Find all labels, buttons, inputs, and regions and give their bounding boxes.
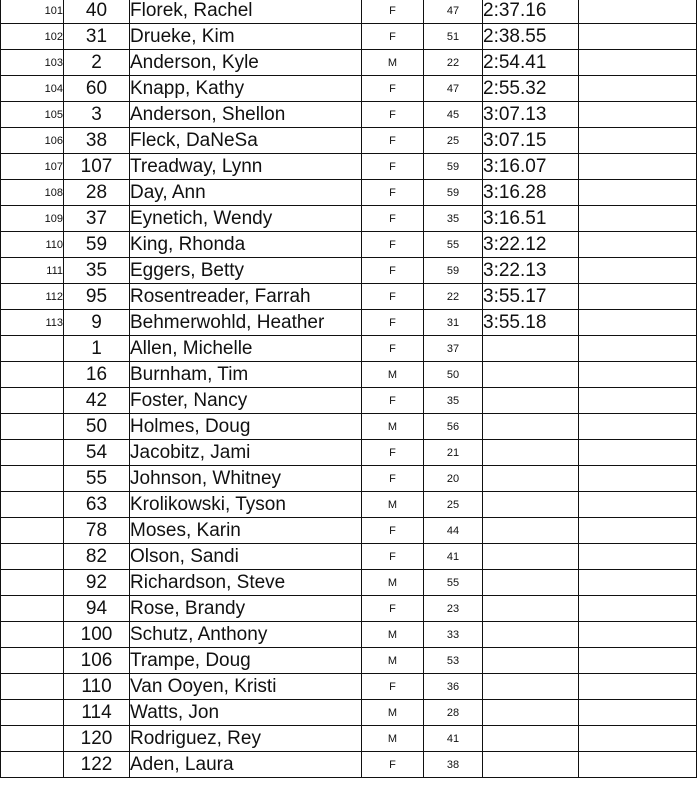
sex-cell: F (362, 310, 424, 336)
table-row (1, 232, 697, 258)
table-row (1, 518, 697, 544)
age-cell: 36 (424, 674, 483, 700)
sex-cell: F (362, 596, 424, 622)
sex-cell: F (362, 102, 424, 128)
time-cell: 2:38.55 (483, 24, 579, 50)
sex-cell: F (362, 180, 424, 206)
bib-cell: 122 (64, 752, 130, 778)
empty-cell (579, 76, 697, 102)
age-cell: 25 (424, 492, 483, 518)
empty-cell (579, 466, 697, 492)
empty-cell (579, 258, 697, 284)
table-row (1, 258, 697, 284)
table-row (1, 440, 697, 466)
age-cell: 25 (424, 128, 483, 154)
sex-cell: M (362, 648, 424, 674)
empty-cell (579, 180, 697, 206)
empty-cell (579, 232, 697, 258)
runner-name-cell: Foster, Nancy (130, 388, 362, 414)
table-row (1, 310, 697, 336)
age-cell: 47 (424, 0, 483, 24)
empty-cell (579, 752, 697, 778)
place-cell (1, 414, 64, 440)
empty-cell (579, 0, 697, 24)
age-cell: 38 (424, 752, 483, 778)
empty-cell (579, 492, 697, 518)
sex-cell: F (362, 0, 424, 24)
time-cell: 3:22.12 (483, 232, 579, 258)
runner-name-cell: Rosentreader, Farrah (130, 284, 362, 310)
bib-cell: 1 (64, 336, 130, 362)
table-row (1, 362, 697, 388)
time-cell: 2:55.32 (483, 76, 579, 102)
empty-cell (579, 24, 697, 50)
age-cell: 35 (424, 206, 483, 232)
table-row (1, 596, 697, 622)
bib-cell: 78 (64, 518, 130, 544)
sex-cell: F (362, 206, 424, 232)
bib-cell: 110 (64, 674, 130, 700)
sex-cell: F (362, 674, 424, 700)
age-cell: 55 (424, 570, 483, 596)
empty-cell (579, 102, 697, 128)
sex-cell: M (362, 726, 424, 752)
empty-cell (579, 336, 697, 362)
sex-cell: F (362, 258, 424, 284)
runner-name-cell: Anderson, Kyle (130, 50, 362, 76)
table-row (1, 726, 697, 752)
age-cell: 41 (424, 726, 483, 752)
table-row (1, 0, 697, 24)
runner-name-cell: Rose, Brandy (130, 596, 362, 622)
table-row (1, 180, 697, 206)
time-cell (483, 466, 579, 492)
age-cell: 23 (424, 596, 483, 622)
empty-cell (579, 544, 697, 570)
time-cell: 3:55.17 (483, 284, 579, 310)
bib-cell: 28 (64, 180, 130, 206)
place-cell (1, 544, 64, 570)
age-cell: 55 (424, 232, 483, 258)
sex-cell: M (362, 362, 424, 388)
sex-cell: M (362, 622, 424, 648)
age-cell: 35 (424, 388, 483, 414)
runner-name-cell: Moses, Karin (130, 518, 362, 544)
age-cell: 50 (424, 362, 483, 388)
time-cell (483, 596, 579, 622)
age-cell: 33 (424, 622, 483, 648)
sex-cell: F (362, 440, 424, 466)
sex-cell: F (362, 388, 424, 414)
empty-cell (579, 440, 697, 466)
sex-cell: M (362, 570, 424, 596)
place-cell: 106 (1, 128, 64, 154)
runner-name-cell: King, Rhonda (130, 232, 362, 258)
runner-name-cell: Van Ooyen, Kristi (130, 674, 362, 700)
empty-cell (579, 700, 697, 726)
sex-cell: M (362, 414, 424, 440)
runner-name-cell: Eggers, Betty (130, 258, 362, 284)
time-cell (483, 388, 579, 414)
age-cell: 51 (424, 24, 483, 50)
age-cell: 59 (424, 180, 483, 206)
sex-cell: F (362, 752, 424, 778)
sex-cell: F (362, 336, 424, 362)
table-row (1, 154, 697, 180)
bib-cell: 42 (64, 388, 130, 414)
time-cell: 2:54.41 (483, 50, 579, 76)
table-row (1, 622, 697, 648)
place-cell: 102 (1, 24, 64, 50)
bib-cell: 59 (64, 232, 130, 258)
place-cell: 107 (1, 154, 64, 180)
table-row (1, 336, 697, 362)
bib-cell: 38 (64, 128, 130, 154)
table-row (1, 752, 697, 778)
place-cell (1, 440, 64, 466)
place-cell (1, 648, 64, 674)
runner-name-cell: Schutz, Anthony (130, 622, 362, 648)
time-cell (483, 700, 579, 726)
table-row (1, 674, 697, 700)
table-row (1, 570, 697, 596)
runner-name-cell: Watts, Jon (130, 700, 362, 726)
age-cell: 37 (424, 336, 483, 362)
empty-cell (579, 414, 697, 440)
runner-name-cell: Fleck, DaNeSa (130, 128, 362, 154)
bib-cell: 106 (64, 648, 130, 674)
place-cell (1, 388, 64, 414)
place-cell (1, 596, 64, 622)
table-row (1, 76, 697, 102)
place-cell (1, 492, 64, 518)
time-cell: 3:16.28 (483, 180, 579, 206)
place-cell: 110 (1, 232, 64, 258)
bib-cell: 114 (64, 700, 130, 726)
age-cell: 59 (424, 154, 483, 180)
time-cell (483, 362, 579, 388)
empty-cell (579, 362, 697, 388)
table-row (1, 206, 697, 232)
time-cell (483, 544, 579, 570)
runner-name-cell: Behmerwohld, Heather (130, 310, 362, 336)
sex-cell: M (362, 700, 424, 726)
bib-cell: 100 (64, 622, 130, 648)
time-cell: 3:07.15 (483, 128, 579, 154)
runner-name-cell: Richardson, Steve (130, 570, 362, 596)
place-cell: 101 (1, 0, 64, 24)
runner-name-cell: Allen, Michelle (130, 336, 362, 362)
age-cell: 28 (424, 700, 483, 726)
sex-cell: F (362, 284, 424, 310)
sex-cell: F (362, 128, 424, 154)
sex-cell: F (362, 518, 424, 544)
time-cell (483, 440, 579, 466)
table-row (1, 466, 697, 492)
table-row (1, 24, 697, 50)
table-row (1, 388, 697, 414)
bib-cell: 16 (64, 362, 130, 388)
empty-cell (579, 206, 697, 232)
age-cell: 20 (424, 466, 483, 492)
place-cell (1, 466, 64, 492)
place-cell: 113 (1, 310, 64, 336)
bib-cell: 2 (64, 50, 130, 76)
bib-cell: 50 (64, 414, 130, 440)
place-cell (1, 726, 64, 752)
time-cell: 3:55.18 (483, 310, 579, 336)
empty-cell (579, 674, 697, 700)
age-cell: 22 (424, 50, 483, 76)
sex-cell: F (362, 76, 424, 102)
place-cell (1, 570, 64, 596)
bib-cell: 82 (64, 544, 130, 570)
bib-cell: 3 (64, 102, 130, 128)
bib-cell: 60 (64, 76, 130, 102)
empty-cell (579, 388, 697, 414)
runner-name-cell: Treadway, Lynn (130, 154, 362, 180)
age-cell: 41 (424, 544, 483, 570)
age-cell: 59 (424, 258, 483, 284)
age-cell: 21 (424, 440, 483, 466)
sex-cell: F (362, 154, 424, 180)
runner-name-cell: Holmes, Doug (130, 414, 362, 440)
runner-name-cell: Trampe, Doug (130, 648, 362, 674)
table-row (1, 700, 697, 726)
place-cell: 104 (1, 76, 64, 102)
runner-name-cell: Olson, Sandi (130, 544, 362, 570)
empty-cell (579, 128, 697, 154)
results-table-body (1, 0, 697, 778)
time-cell: 3:22.13 (483, 258, 579, 284)
bib-cell: 31 (64, 24, 130, 50)
empty-cell (579, 596, 697, 622)
runner-name-cell: Jacobitz, Jami (130, 440, 362, 466)
bib-cell: 92 (64, 570, 130, 596)
runner-name-cell: Aden, Laura (130, 752, 362, 778)
bib-cell: 9 (64, 310, 130, 336)
bib-cell: 55 (64, 466, 130, 492)
bib-cell: 120 (64, 726, 130, 752)
table-row (1, 414, 697, 440)
runner-name-cell: Day, Ann (130, 180, 362, 206)
age-cell: 45 (424, 102, 483, 128)
sex-cell: F (362, 24, 424, 50)
time-cell: 2:37.16 (483, 0, 579, 24)
place-cell (1, 362, 64, 388)
age-cell: 31 (424, 310, 483, 336)
place-cell (1, 700, 64, 726)
sex-cell: M (362, 50, 424, 76)
time-cell: 3:16.51 (483, 206, 579, 232)
empty-cell (579, 154, 697, 180)
runner-name-cell: Rodriguez, Rey (130, 726, 362, 752)
runner-name-cell: Burnham, Tim (130, 362, 362, 388)
time-cell (483, 336, 579, 362)
time-cell (483, 752, 579, 778)
bib-cell: 94 (64, 596, 130, 622)
runner-name-cell: Drueke, Kim (130, 24, 362, 50)
bib-cell: 40 (64, 0, 130, 24)
empty-cell (579, 648, 697, 674)
bib-cell: 37 (64, 206, 130, 232)
time-cell (483, 648, 579, 674)
time-cell (483, 674, 579, 700)
table-row (1, 128, 697, 154)
table-row (1, 50, 697, 76)
place-cell: 112 (1, 284, 64, 310)
age-cell: 44 (424, 518, 483, 544)
place-cell: 108 (1, 180, 64, 206)
runner-name-cell: Knapp, Kathy (130, 76, 362, 102)
runner-name-cell: Eynetich, Wendy (130, 206, 362, 232)
place-cell (1, 336, 64, 362)
place-cell: 111 (1, 258, 64, 284)
bib-cell: 63 (64, 492, 130, 518)
runner-name-cell: Johnson, Whitney (130, 466, 362, 492)
bib-cell: 35 (64, 258, 130, 284)
runner-name-cell: Krolikowski, Tyson (130, 492, 362, 518)
place-cell: 103 (1, 50, 64, 76)
empty-cell (579, 726, 697, 752)
age-cell: 22 (424, 284, 483, 310)
sex-cell: F (362, 232, 424, 258)
table-row (1, 648, 697, 674)
table-row (1, 544, 697, 570)
bib-cell: 95 (64, 284, 130, 310)
time-cell (483, 726, 579, 752)
place-cell: 109 (1, 206, 64, 232)
empty-cell (579, 310, 697, 336)
time-cell (483, 414, 579, 440)
sex-cell: F (362, 466, 424, 492)
age-cell: 53 (424, 648, 483, 674)
sex-cell: M (362, 492, 424, 518)
place-cell (1, 674, 64, 700)
table-row (1, 102, 697, 128)
empty-cell (579, 622, 697, 648)
bib-cell: 107 (64, 154, 130, 180)
runner-name-cell: Florek, Rachel (130, 0, 362, 24)
empty-cell (579, 570, 697, 596)
time-cell: 3:16.07 (483, 154, 579, 180)
time-cell (483, 492, 579, 518)
age-cell: 56 (424, 414, 483, 440)
place-cell (1, 622, 64, 648)
place-cell (1, 752, 64, 778)
table-row (1, 492, 697, 518)
runner-name-cell: Anderson, Shellon (130, 102, 362, 128)
bib-cell: 54 (64, 440, 130, 466)
time-cell (483, 622, 579, 648)
age-cell: 47 (424, 76, 483, 102)
time-cell: 3:07.13 (483, 102, 579, 128)
empty-cell (579, 50, 697, 76)
place-cell (1, 518, 64, 544)
time-cell (483, 518, 579, 544)
table-row (1, 284, 697, 310)
empty-cell (579, 518, 697, 544)
empty-cell (579, 284, 697, 310)
sex-cell: F (362, 544, 424, 570)
time-cell (483, 570, 579, 596)
place-cell: 105 (1, 102, 64, 128)
